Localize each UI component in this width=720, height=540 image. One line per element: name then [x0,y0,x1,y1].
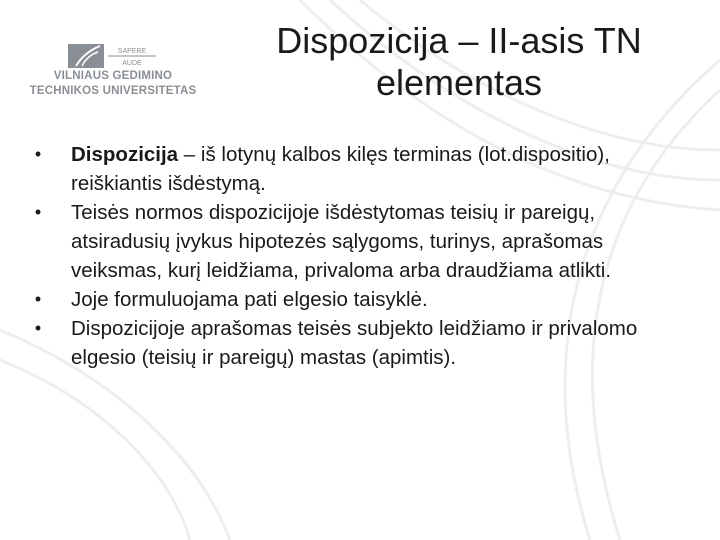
slide-title-line1: Dispozicija – II-asis TN [276,20,642,61]
logo-university-name-line2: TECHNIKOS UNIVERSITETAS [29,85,197,97]
slide-title-line2: elementas [375,62,543,103]
bullet-dot: • [34,318,42,338]
bullet-text: Teisės normos dispozicijoje išdėstytomas teisių ir pareigų, atsiradusių įvykus hipotezės sąlygoms, turinys, aprašomas veiksmas, kurį leidžiama, privaloma arba draudžiama atlikti. [71,201,612,282]
bullet-dot: • [34,144,42,164]
logo-university-name-line1: VILNIAUS GEDIMINO [53,70,173,82]
bullet-dot: • [34,289,42,309]
bullet-item [26,198,694,285]
slide-title [218,20,700,104]
bullet-item [26,285,694,314]
bullet-bold-term: Dispozicija [71,143,179,166]
university-logo [18,38,208,104]
logo-motto-1: SAPERE [117,48,147,55]
bullet-text: Joje formuluojama pati elgesio taisyklė. [71,288,428,311]
logo-emblem [68,42,158,70]
bullet-text: – iš lotynų kalbos kilęs terminas (lot.dispositio), reiškiantis išdėstymą. [71,143,610,195]
bullet-item [26,314,694,372]
bullet-list [26,140,694,372]
bullet-text: Dispozicijoje aprašomas teisės subjekto leidžiamo ir privalomo elgesio (teisių ir pareigų) mastas (apimtis). [71,317,638,369]
bullet-dot: • [34,202,42,222]
bullet-item [26,140,694,198]
logo-motto-2: AUDE [122,60,142,67]
